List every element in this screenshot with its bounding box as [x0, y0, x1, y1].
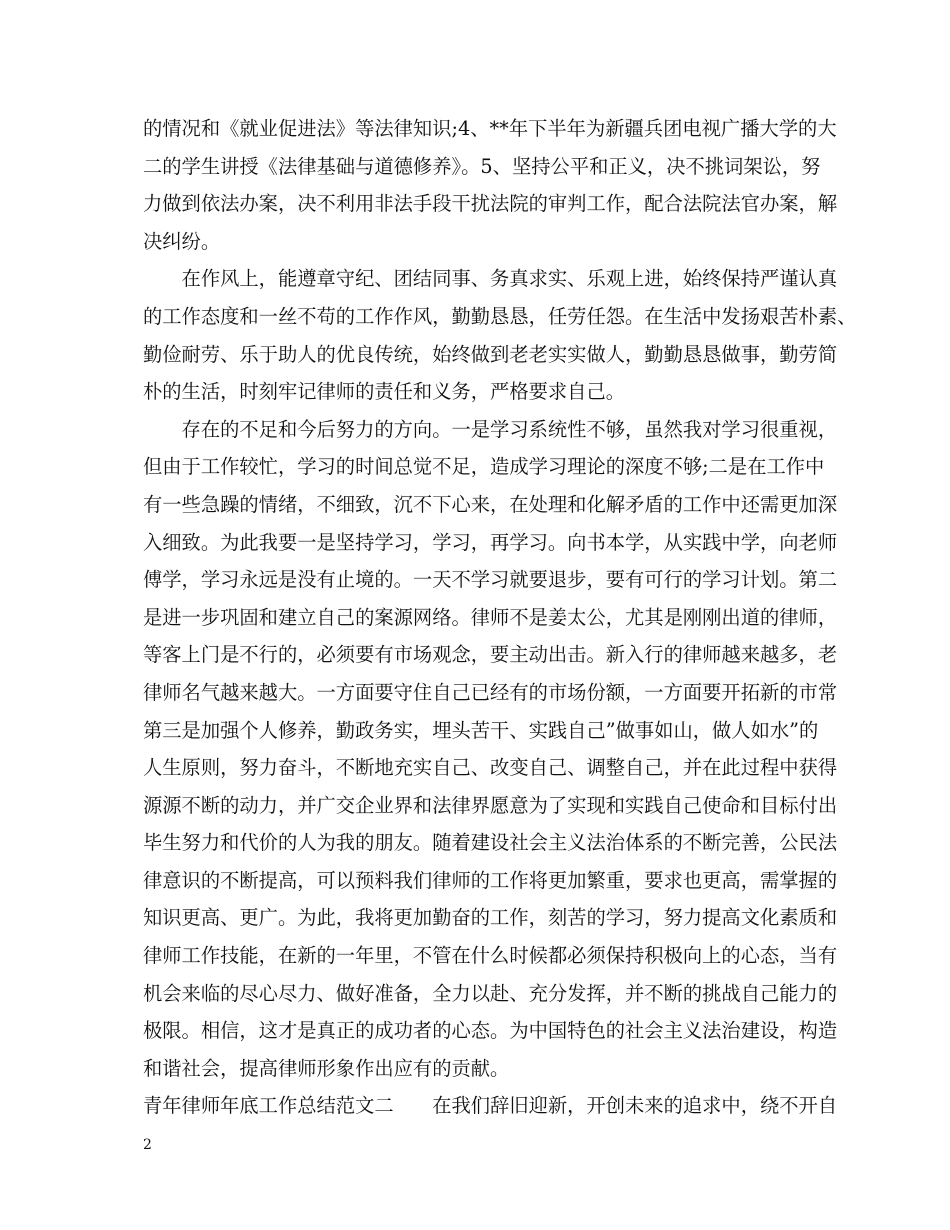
- text-line: 力做到依法办案，决不利用非法手段干扰法院的审判工作，配合法院法官办案，解: [143, 192, 838, 216]
- text-line: 极限。相信，这才是真正的成功者的心态。为中国特色的社会主义法治建设，构造: [143, 1019, 838, 1043]
- text-line: 有一些急躁的情绪，不细致，沉不下心来，在处理和化解矛盾的工作中还需更加深: [143, 492, 838, 516]
- text-line: 勤俭耐劳、乐于助人的优良传统，始终做到老老实实做人，勤勤恳恳做事，勤劳简: [143, 342, 838, 366]
- text-line: 是进一步巩固和建立自己的案源网络。律师不是姜太公，尤其是刚刚出道的律师，: [143, 605, 838, 629]
- text-line: 律师名气越来越大。一方面要守住自己已经有的市场份额，一方面要开拓新的市常: [143, 680, 838, 704]
- text-line: 机会来临的尽心尽力、做好准备，全力以赴、充分发挥，并不断的挑战自己能力的: [143, 981, 838, 1005]
- text-line: 入细致。为此我要一是坚持学习，学习，再学习。向书本学，从实践中学，向老师: [143, 530, 838, 554]
- text-line: 的情况和《就业促进法》等法律知识;4、**年下半年为新疆兵团电视广播大学的大: [143, 117, 837, 140]
- text-line: 第三是加强个人修养，勤政务实，埋头苦干、实践自己”做事如山，做人如水”的: [143, 718, 819, 742]
- text-line: 决纠纷。: [143, 229, 221, 253]
- text-line: 在作风上，能遵章守纪、团结同事、务真求实、乐观上进，始终保持严谨认真: [143, 267, 838, 291]
- text-line: 知识更高、更广。为此，我将更加勤奋的工作，刻苦的学习，努力提高文化素质和: [143, 906, 838, 930]
- text-line: 毕生努力和代价的人为我的朋友。随着建设社会主义法治体系的不断完善，公民法: [143, 831, 838, 855]
- text-line: 存在的不足和今后努力的方向。一是学习系统性不够，虽然我对学习很重视，: [143, 417, 838, 441]
- text-line: 朴的生活，时刻牢记律师的责任和义务，严格要求自己。: [143, 380, 626, 404]
- text-line: 青年律师年底工作总结范文二 在我们辞旧迎新，开创未来的追求中，绕不开自: [143, 1094, 838, 1118]
- document-body: [143, 110, 857, 1125]
- text-line: 但由于工作较忙，学习的时间总觉不足，造成学习理论的深度不够;二是在工作中: [143, 455, 825, 479]
- text-line: 和谐社会，提高律师形象作出应有的贡献。: [143, 1056, 510, 1080]
- text-line: 律师工作技能，在新的一年里，不管在什么时候都必须保持积极向上的心态，当有: [143, 944, 838, 968]
- text-line: 律意识的不断提高，可以预料我们律师的工作将更加繁重，要求也更高，需掌握的: [143, 868, 838, 892]
- text-line: 源源不断的动力，并广交企业界和法律界愿意为了实现和实践自己使命和目标付出: [143, 793, 838, 817]
- page-number: 2: [143, 1137, 152, 1153]
- text-line: 傅学，学习永远是没有止境的。一天不学习就要退步，要有可行的学习计划。第二: [143, 568, 838, 592]
- text-line: 等客上门是不行的，必须要有市场观念，要主动出击。新入行的律师越来越多，老: [143, 643, 838, 667]
- text-line: 的工作态度和一丝不苟的工作作风，勤勤恳恳，任劳任怨。在生活中发扬艰苦朴素、: [143, 304, 857, 328]
- text-line: 人生原则，努力奋斗，不断地充实自己、改变自己、调整自己，并在此过程中获得: [143, 756, 838, 780]
- text-line: 二的学生讲授《法律基础与道德修养》。5、坚持公平和正义，决不挑词架讼，努: [143, 154, 821, 178]
